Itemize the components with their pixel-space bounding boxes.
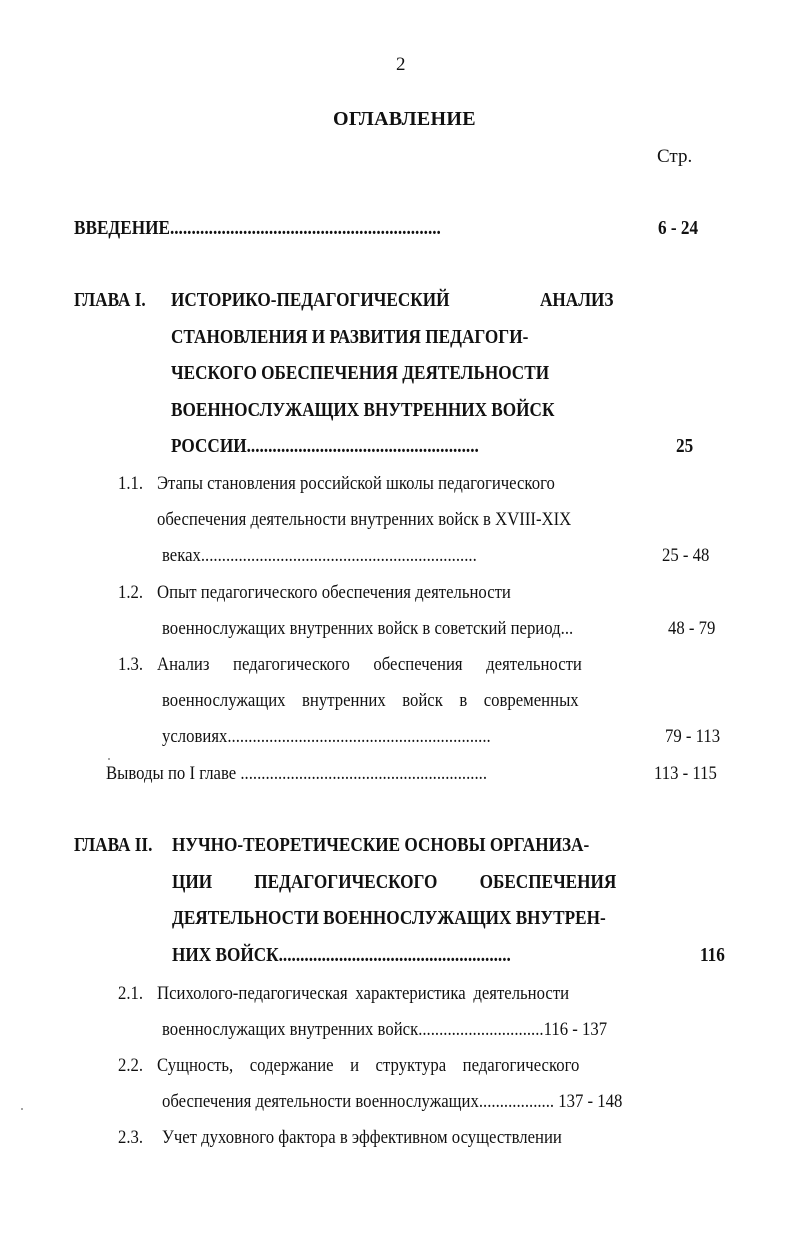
- leader-dots: ...............................................................: [227, 726, 491, 747]
- section-number: 2.3.: [118, 1127, 144, 1148]
- toc-entry-label: Выводы по I главе: [106, 763, 237, 784]
- scan-speck: [108, 758, 110, 760]
- section-title-line: Опыт педагогического обеспечения деятельности: [157, 582, 511, 603]
- chapter-title-line: НИХ ВОЙСК: [172, 944, 279, 966]
- section-title-line: условиях: [162, 726, 228, 747]
- page-column-label: Стр.: [657, 146, 693, 167]
- toc-entry-pages: 116 - 137: [543, 1019, 608, 1040]
- section-number: 2.1.: [118, 983, 144, 1004]
- section-title-line: обеспечения деятельности военнослужащих: [162, 1091, 479, 1112]
- toc-entry-pages: 79 - 113: [665, 726, 721, 747]
- leader-dots: ......................................................: [246, 435, 479, 457]
- chapter-title-line: СТАНОВЛЕНИЯ И РАЗВИТИЯ ПЕДАГОГИ-: [171, 326, 529, 348]
- leader-dots: ...........................................................: [240, 763, 487, 784]
- chapter-title-line: ИСТОРИКО-ПЕДАГОГИЧЕСКИЙ: [171, 289, 450, 311]
- section-title-line: Этапы становления российской школы педагогического: [157, 473, 555, 494]
- page-title: ОГЛАВЛЕНИЕ: [333, 108, 476, 130]
- toc-entry-pages: 137 - 148: [558, 1091, 623, 1112]
- section-number: 1.2.: [118, 582, 144, 603]
- leader-dots: ..................................................................: [200, 545, 477, 566]
- section-title-line: Анализ педагогического обеспечения деятельности: [157, 654, 582, 675]
- section-title-line: военнослужащих внутренних войск: [162, 1019, 419, 1040]
- chapter-title-line: ВОЕННОСЛУЖАЩИХ ВНУТРЕННИХ ВОЙСК: [171, 399, 555, 421]
- chapter-title-line: ДЕЯТЕЛЬНОСТИ ВОЕННОСЛУЖАЩИХ ВНУТРЕН-: [172, 907, 606, 929]
- chapter-title-line: РОССИИ: [171, 435, 247, 457]
- section-title-line: веках: [162, 545, 201, 566]
- chapter-prefix: ГЛАВА II.: [74, 834, 153, 856]
- chapter-title-line: ЦИИ ПЕДАГОГИЧЕСКОГО ОБЕСПЕЧЕНИЯ: [172, 871, 617, 893]
- toc-entry-pages: 113 - 115: [654, 763, 717, 784]
- toc-entry-pages: 48 - 79: [668, 618, 716, 639]
- scan-speck: [21, 1108, 23, 1110]
- leader-dots: ..............................: [418, 1019, 544, 1040]
- section-number: 1.3.: [118, 654, 144, 675]
- leader-dots: ...: [560, 618, 574, 639]
- toc-entry-pages: 25: [676, 435, 694, 457]
- section-title-line: Учет духовного фактора в эффективном осуществлении: [162, 1127, 562, 1148]
- chapter-title-line: АНАЛИЗ: [540, 289, 614, 311]
- section-title-line: Сущность, содержание и структура педагогического: [157, 1055, 580, 1076]
- page-number: 2: [396, 54, 406, 75]
- section-number: 1.1.: [118, 473, 144, 494]
- section-title-line: военнослужащих внутренних войск в советский период: [162, 618, 561, 639]
- chapter-title-line: НУЧНО-ТЕОРЕТИЧЕСКИЕ ОСНОВЫ ОРГАНИЗА-: [172, 834, 590, 856]
- toc-entry-pages: 25 - 48: [662, 545, 710, 566]
- toc-entry-pages: 6 - 24: [658, 217, 699, 239]
- leader-dots: ...............................................................: [169, 217, 441, 239]
- toc-entry-pages: 116: [700, 944, 725, 966]
- leader-dots: ......................................................: [278, 944, 511, 966]
- section-title-line: военнослужащих внутренних войск в современных: [162, 690, 579, 711]
- toc-entry-label: ВВЕДЕНИЕ: [74, 217, 170, 239]
- chapter-title-line: ЧЕСКОГО ОБЕСПЕЧЕНИЯ ДЕЯТЕЛЬНОСТИ: [171, 362, 550, 384]
- chapter-prefix: ГЛАВА I.: [74, 289, 146, 311]
- section-title-line: Психолого-педагогическая характеристика деятельности: [157, 983, 570, 1004]
- leader-dots: ..................: [478, 1091, 555, 1112]
- section-title-line: обеспечения деятельности внутренних войск в XVIII-XIX: [157, 509, 572, 530]
- section-number: 2.2.: [118, 1055, 144, 1076]
